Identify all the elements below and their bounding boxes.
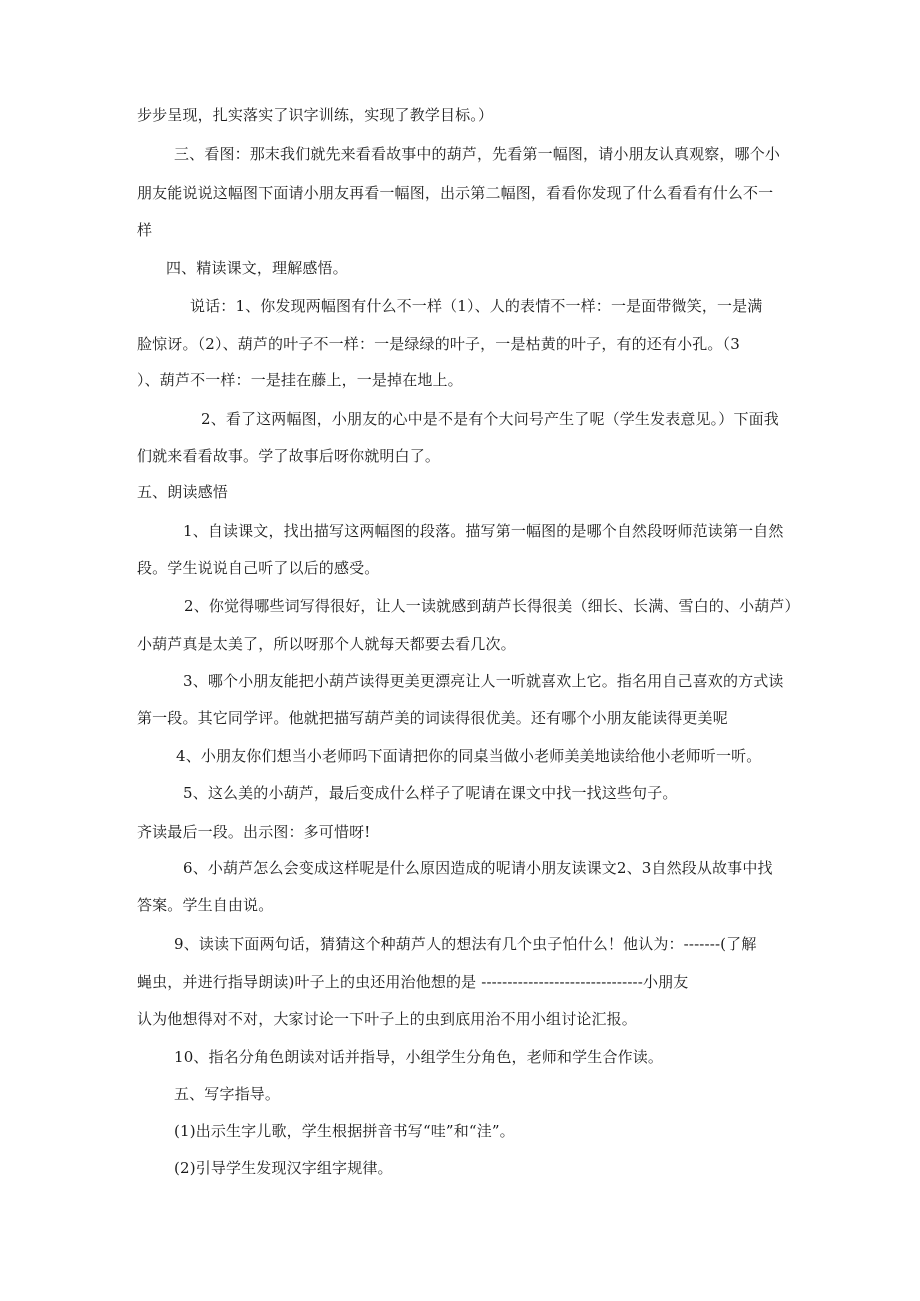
paragraph-line: 4、小朋友你们想当小老师吗下面请把你的同桌当做小老师美美地读给他小老师听一听。: [176, 747, 762, 765]
paragraph-line: 6、小葫芦怎么会变成这样呢是什么原因造成的呢请小朋友读课文2、3自然段从故事中找: [183, 859, 773, 877]
paragraph-line: 三、看图：那末我们就先来看看故事中的葫芦，先看第一幅图，请小朋友认真观察，哪个小: [174, 145, 781, 163]
paragraph-line: 朋友能说说这幅图下面请小朋友再看一幅图，出示第二幅图，看看你发现了什么看看有什么不一: [137, 184, 774, 202]
paragraph-line: 小葫芦真是太美了，所以呀那个人就每天都要去看几次。: [137, 635, 516, 653]
paragraph-line: 步步呈现，扎实落实了识字训练，实现了教学目标。）: [137, 106, 494, 124]
paragraph-line: 蝇虫，并进行指导朗读)叶子上的虫还用治他想的是 -------------------------------小朋友: [137, 973, 689, 991]
paragraph-line: 10、指名分角色朗读对话并指导，小组学生分角色，老师和学生合作读。: [174, 1048, 664, 1066]
paragraph-line: 1、自读课文，找出描写这两幅图的段落。描写第一幅图的是哪个自然段呀师范读第一自然: [183, 522, 784, 540]
paragraph-line: 们就来看看故事。学了故事后呀你就明白了。: [137, 447, 441, 465]
paragraph-line: 5、这么美的小葫芦，最后变成什么样子了呢请在课文中找一找这些句子。: [183, 784, 678, 802]
section-heading: 五、朗读感悟: [137, 483, 228, 501]
paragraph-line: 认为他想得对不对，大家讨论一下叶子上的虫到底用治不用小组讨论汇报。: [137, 1010, 637, 1028]
paragraph-line: 第一段。其它同学评。他就把描写葫芦美的词读得很优美。还有哪个小朋友能读得更美呢: [137, 709, 728, 727]
paragraph-line: 说话：1、你发现两幅图有什么不一样（1）、人的表情不一样：一是面带微笑，一是满: [190, 297, 763, 315]
paragraph-line: 答案。学生自由说。: [137, 896, 274, 914]
paragraph-line: (1)出示生字儿歌，学生根据拼音书写“哇”和“洼”。: [174, 1122, 515, 1140]
paragraph-line: (2)引导学生发现汉字组字规律。: [174, 1159, 393, 1177]
paragraph-line: 9、读读下面两句话，猜猜这个种葫芦人的想法有几个虫子怕什么！他认为：-------(了解: [174, 935, 757, 953]
paragraph-line: 3、哪个小朋友能把小葫芦读得更美更漂亮让人一听就喜欢上它。指名用自己喜欢的方式读: [183, 672, 784, 690]
paragraph-line: 齐读最后一段。出示图：多可惜呀!: [137, 823, 371, 841]
paragraph-line: 样: [137, 221, 153, 239]
paragraph-line: 2、看了这两幅图，小朋友的心中是不是有个大问号产生了呢（学生发表意见。）下面我: [201, 410, 779, 428]
section-heading: 四、精读课文，理解感悟。: [166, 259, 348, 277]
section-heading: 五、写字指导。: [174, 1085, 281, 1103]
paragraph-line: ）、葫芦不一样：一是挂在藤上，一是掉在地上。: [137, 371, 463, 389]
paragraph-line: 段。学生说说自己听了以后的感受。: [137, 559, 380, 577]
paragraph-line: 2、你觉得哪些词写得很好，让人一读就感到葫芦长得很美（细长、长满、雪白的、小葫芦）: [184, 597, 800, 615]
paragraph-line: 脸惊讶。（2）、葫芦的叶子不一样：一是绿绿的叶子，一是枯黄的叶子，有的还有小孔。（3: [137, 335, 740, 353]
